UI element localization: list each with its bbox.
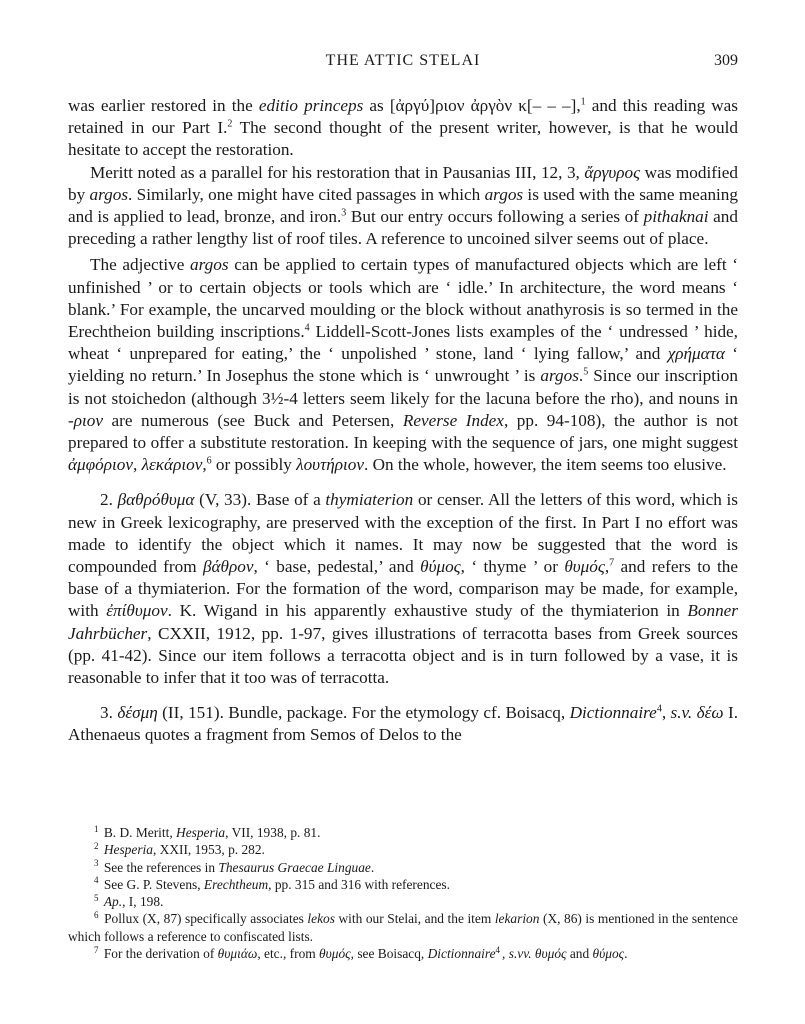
page-header bbox=[68, 52, 738, 82]
footnote: $^2$ Hesperia, XXII, 1953, p. 282. bbox=[94, 840, 265, 858]
footnote-ref[interactable]: 6 bbox=[206, 455, 212, 467]
footnote-ref[interactable]: 1 bbox=[580, 96, 586, 108]
footnote: $^5$ Ap., I, 198. bbox=[94, 892, 164, 910]
footnote-ref[interactable]: 4 bbox=[304, 322, 310, 334]
paragraph-2: Meritt noted as a parallel for his restoration that in Pausanias III, 12, 3, ἄργυρος was modified by argos. Similarly, one might have cited passages in which argos is used with the same meaning and is applied to lead, bronze, and iron.$^3$ But our entry occurs following a series of pithaknai and preceding a rather lengthy list of roof tiles. A reference to uncoined silver seems out of place. bbox=[68, 162, 738, 249]
page bbox=[68, 0, 739, 962]
footnote-ref[interactable]: 2 bbox=[227, 118, 233, 130]
entry-2: 2. βαθρόθυμα (V, 33). Base of a thymiaterion or censer. All the letters of this word, which is new in Greek lexicography, are preserved with the exception of the first. In Part I no effort was made to identify the object which it names. It may now be suggested that the word is compounded from βάθρον, ‘ base, pedestal,’ and θύμος, ‘ thyme ’ or θυμός,$^7$ and refers to the base of a thymiaterion. For the formation of the word, comparison may be made, for example, with ἐπίθυμον. K. Wigand in his apparently exhaustive study of the thymiaterion in Bonner Jahrbücher, CXXII, 1912, pp. 1-97, gives illustrations of terracotta bases from Greek sources (pp. 41-42). Since our item follows a terracotta object and is in turn followed by a vase, it is reasonable to infer that it too was of terracotta. bbox=[68, 490, 739, 688]
footnote: $^3$ See the references in Thesaurus Graecae Linguae. bbox=[94, 858, 375, 875]
footnote: $^1$ B. D. Meritt, Hesperia, VII, 1938, p. 81. bbox=[94, 823, 321, 840]
footnote: $^6$ Pollux (X, 87) specifically associates lekos with our Stelai, and the item lekarion (X, 86) is mentioned in the sentence which follows a reference to confiscated lists. bbox=[68, 910, 738, 944]
footnote-ref[interactable]: 4 bbox=[656, 703, 662, 715]
entry-3: 3. δέσμη (II, 151). Bundle, package. For the etymology cf. Boisacq, Dictionnaire$^4$, s.v. δέω I. Athenaeus quotes a fragment from Semos of Delos to the bbox=[68, 703, 738, 745]
footnote-ref[interactable]: 7 bbox=[609, 557, 615, 569]
footnotes bbox=[68, 824, 738, 962]
running-head: THE ATTIC STELAI bbox=[325, 52, 481, 69]
paragraph-3: The adjective argos can be applied to certain types of manufactured objects which are left ‘ unfinished ’ or to certain objects or tools which are ‘ idle.’ In architecture, the word means ‘ blank.’ For example, the uncarved moulding or the block without anathyrosis is so termed in the Erechtheion building inscriptions.$^4$ Liddell-Scott-Jones lists examples of the ‘ undressed ’ hide, wheat ‘ unprepared for eating,’ the ‘ unpolished ’ stone, land ‘ lying fallow,’ and χρήματα ‘ yielding no return.’ In Josephus the stone which is ‘ unwrought ’ is argos.$^5$ Since our inscription is not stoichedon (although 3½-4 letters seem likely for the lacuna before the rho), and nouns in -ριον are numerous (see Buck and Petersen, Reverse Index, pp. 94-108), the author is not prepared to offer a substitute restoration. In keeping with the sequence of jars, one might suggest ἀμφόριον, λεκάριον,$^6$ or possibly λουτήριον. On the whole, however, the item seems too elusive. bbox=[68, 255, 739, 475]
footnote: $^4$ See G. P. Stevens, Erechtheum, pp. 315 and 316 with references. bbox=[94, 875, 450, 892]
paragraph-1: was earlier restored in the editio princeps as [ἀργύ]ριον ἀργὸν κ[– – –],$^1$ and this reading was retained in our Part I.$^2$ The second thought of the present writer, however, is that he would hesitate to accept the restoration. bbox=[68, 96, 738, 160]
footnote-ref[interactable]: 3 bbox=[341, 207, 347, 219]
body-text bbox=[68, 95, 738, 747]
footnote: $^7$ For the derivation of θυμιάω, etc., from θυμός, see Boisacq, Dictionnaire$^4$ , s.vv. θυμός and θύμος. bbox=[94, 944, 628, 962]
footnote-ref[interactable]: 5 bbox=[583, 366, 589, 378]
page-number: 309 bbox=[714, 52, 738, 69]
